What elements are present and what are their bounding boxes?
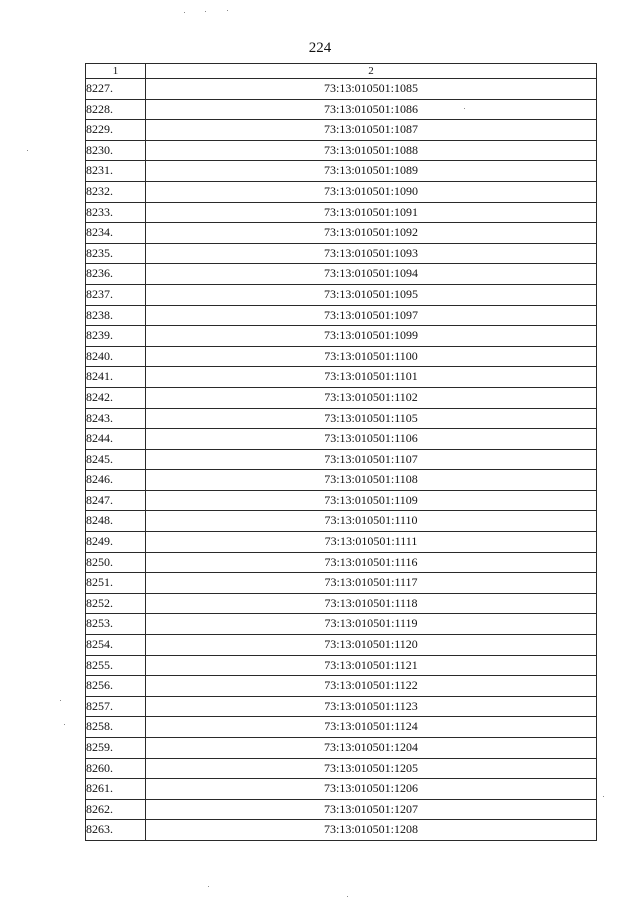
row-number-cell: 8241.: [86, 367, 146, 388]
table-row: [86, 738, 597, 759]
table-row: [86, 140, 597, 161]
cadastral-number-cell: 73:13:010501:1097: [146, 305, 597, 326]
cadastral-number-cell: 73:13:010501:1089: [146, 161, 597, 182]
row-number-cell: 8255.: [86, 655, 146, 676]
cadastral-number-cell: 73:13:010501:1110: [146, 511, 597, 532]
cadastral-number-cell: 73:13:010501:1117: [146, 573, 597, 594]
cadastral-number-cell: 73:13:010501:1087: [146, 120, 597, 141]
table-row: [86, 99, 597, 120]
table-row: [86, 408, 597, 429]
row-number-cell: 8232.: [86, 181, 146, 202]
row-number-cell: 8230.: [86, 140, 146, 161]
scan-speck: [227, 10, 228, 11]
scan-speck: [184, 12, 185, 13]
table-row: [86, 79, 597, 100]
row-number-cell: 8244.: [86, 429, 146, 450]
cadastral-number-cell: 73:13:010501:1111: [146, 532, 597, 553]
table-row: [86, 161, 597, 182]
row-number-cell: 8260.: [86, 758, 146, 779]
row-number-cell: 8229.: [86, 120, 146, 141]
cadastral-number-cell: 73:13:010501:1123: [146, 696, 597, 717]
row-number-cell: 8261.: [86, 779, 146, 800]
table-row: [86, 635, 597, 656]
table-body: [86, 79, 597, 841]
table-row: [86, 511, 597, 532]
cadastral-number-cell: 73:13:010501:1101: [146, 367, 597, 388]
row-number-cell: 8249.: [86, 532, 146, 553]
cadastral-number-cell: 73:13:010501:1205: [146, 758, 597, 779]
row-number-cell: 8236.: [86, 264, 146, 285]
table-row: [86, 490, 597, 511]
scan-speck: [60, 700, 61, 701]
table-row: [86, 120, 597, 141]
table-row: [86, 573, 597, 594]
table-row: [86, 223, 597, 244]
cadastral-number-cell: 73:13:010501:1204: [146, 738, 597, 759]
table-row: [86, 305, 597, 326]
cadastral-number-cell: 73:13:010501:1206: [146, 779, 597, 800]
row-number-cell: 8251.: [86, 573, 146, 594]
cadastral-number-cell: 73:13:010501:1099: [146, 326, 597, 347]
row-number-cell: 8228.: [86, 99, 146, 120]
table-row: [86, 758, 597, 779]
table-row: [86, 779, 597, 800]
table-row: [86, 532, 597, 553]
row-number-cell: 8248.: [86, 511, 146, 532]
table-row: [86, 799, 597, 820]
cadastral-number-cell: 73:13:010501:1122: [146, 676, 597, 697]
table-row: [86, 717, 597, 738]
row-number-cell: 8253.: [86, 614, 146, 635]
table-row: [86, 655, 597, 676]
table-row: [86, 676, 597, 697]
row-number-cell: 8254.: [86, 635, 146, 656]
cadastral-number-cell: 73:13:010501:1105: [146, 408, 597, 429]
row-number-cell: 8242.: [86, 387, 146, 408]
row-number-cell: 8258.: [86, 717, 146, 738]
row-number-cell: 8259.: [86, 738, 146, 759]
table-row: [86, 243, 597, 264]
cadastral-number-cell: 73:13:010501:1088: [146, 140, 597, 161]
scan-speck: [603, 796, 604, 797]
row-number-cell: 8247.: [86, 490, 146, 511]
cadastral-number-cell: 73:13:010501:1100: [146, 346, 597, 367]
row-number-cell: 8235.: [86, 243, 146, 264]
page-number: 224: [308, 40, 332, 56]
row-number-cell: 8262.: [86, 799, 146, 820]
cadastral-number-table: [85, 63, 597, 841]
row-number-cell: 8257.: [86, 696, 146, 717]
cadastral-number-cell: 73:13:010501:1094: [146, 264, 597, 285]
row-number-cell: 8239.: [86, 326, 146, 347]
cadastral-number-cell: 73:13:010501:1108: [146, 470, 597, 491]
row-number-cell: 8263.: [86, 820, 146, 841]
table-row: [86, 449, 597, 470]
column-header-2: 2: [146, 64, 597, 79]
scan-speck: [205, 11, 206, 12]
row-number-cell: 8240.: [86, 346, 146, 367]
row-number-cell: 8237.: [86, 284, 146, 305]
scan-speck: [347, 896, 348, 897]
cadastral-number-cell: 73:13:010501:1095: [146, 284, 597, 305]
row-number-cell: 8250.: [86, 552, 146, 573]
table-row: [86, 820, 597, 841]
cadastral-number-cell: 73:13:010501:1208: [146, 820, 597, 841]
row-number-cell: 8234.: [86, 223, 146, 244]
row-number-cell: 8245.: [86, 449, 146, 470]
cadastral-number-cell: 73:13:010501:1121: [146, 655, 597, 676]
cadastral-number-cell: 73:13:010501:1090: [146, 181, 597, 202]
row-number-cell: 8231.: [86, 161, 146, 182]
table-row: [86, 696, 597, 717]
table-header-row: [86, 64, 597, 79]
table-row: [86, 346, 597, 367]
table-row: [86, 470, 597, 491]
cadastral-number-cell: 73:13:010501:1124: [146, 717, 597, 738]
row-number-cell: 8238.: [86, 305, 146, 326]
scan-speck: [27, 150, 28, 151]
cadastral-number-cell: 73:13:010501:1102: [146, 387, 597, 408]
table-row: [86, 181, 597, 202]
cadastral-number-cell: 73:13:010501:1119: [146, 614, 597, 635]
cadastral-number-cell: 73:13:010501:1116: [146, 552, 597, 573]
row-number-cell: 8233.: [86, 202, 146, 223]
scan-speck: [208, 886, 209, 887]
cadastral-number-cell: 73:13:010501:1093: [146, 243, 597, 264]
cadastral-number-cell: 73:13:010501:1118: [146, 593, 597, 614]
cadastral-number-cell: 73:13:010501:1091: [146, 202, 597, 223]
cadastral-number-cell: 73:13:010501:1107: [146, 449, 597, 470]
row-number-cell: 8246.: [86, 470, 146, 491]
cadastral-number-cell: 73:13:010501:1109: [146, 490, 597, 511]
row-number-cell: 8227.: [86, 79, 146, 100]
table-row: [86, 264, 597, 285]
cadastral-number-cell: 73:13:010501:1106: [146, 429, 597, 450]
table-row: [86, 367, 597, 388]
table-row: [86, 429, 597, 450]
cadastral-number-cell: 73:13:010501:1120: [146, 635, 597, 656]
column-header-1: 1: [86, 64, 146, 79]
cadastral-number-cell: 73:13:010501:1092: [146, 223, 597, 244]
row-number-cell: 8256.: [86, 676, 146, 697]
scan-speck: [464, 108, 465, 109]
cadastral-number-cell: 73:13:010501:1085: [146, 79, 597, 100]
table-row: [86, 326, 597, 347]
table-row: [86, 387, 597, 408]
row-number-cell: 8243.: [86, 408, 146, 429]
table-row: [86, 284, 597, 305]
table-row: [86, 614, 597, 635]
cadastral-number-cell: 73:13:010501:1207: [146, 799, 597, 820]
scan-speck: [64, 724, 65, 725]
row-number-cell: 8252.: [86, 593, 146, 614]
table-row: [86, 202, 597, 223]
cadastral-number-cell: 73:13:010501:1086: [146, 99, 597, 120]
table-row: [86, 593, 597, 614]
table-row: [86, 552, 597, 573]
